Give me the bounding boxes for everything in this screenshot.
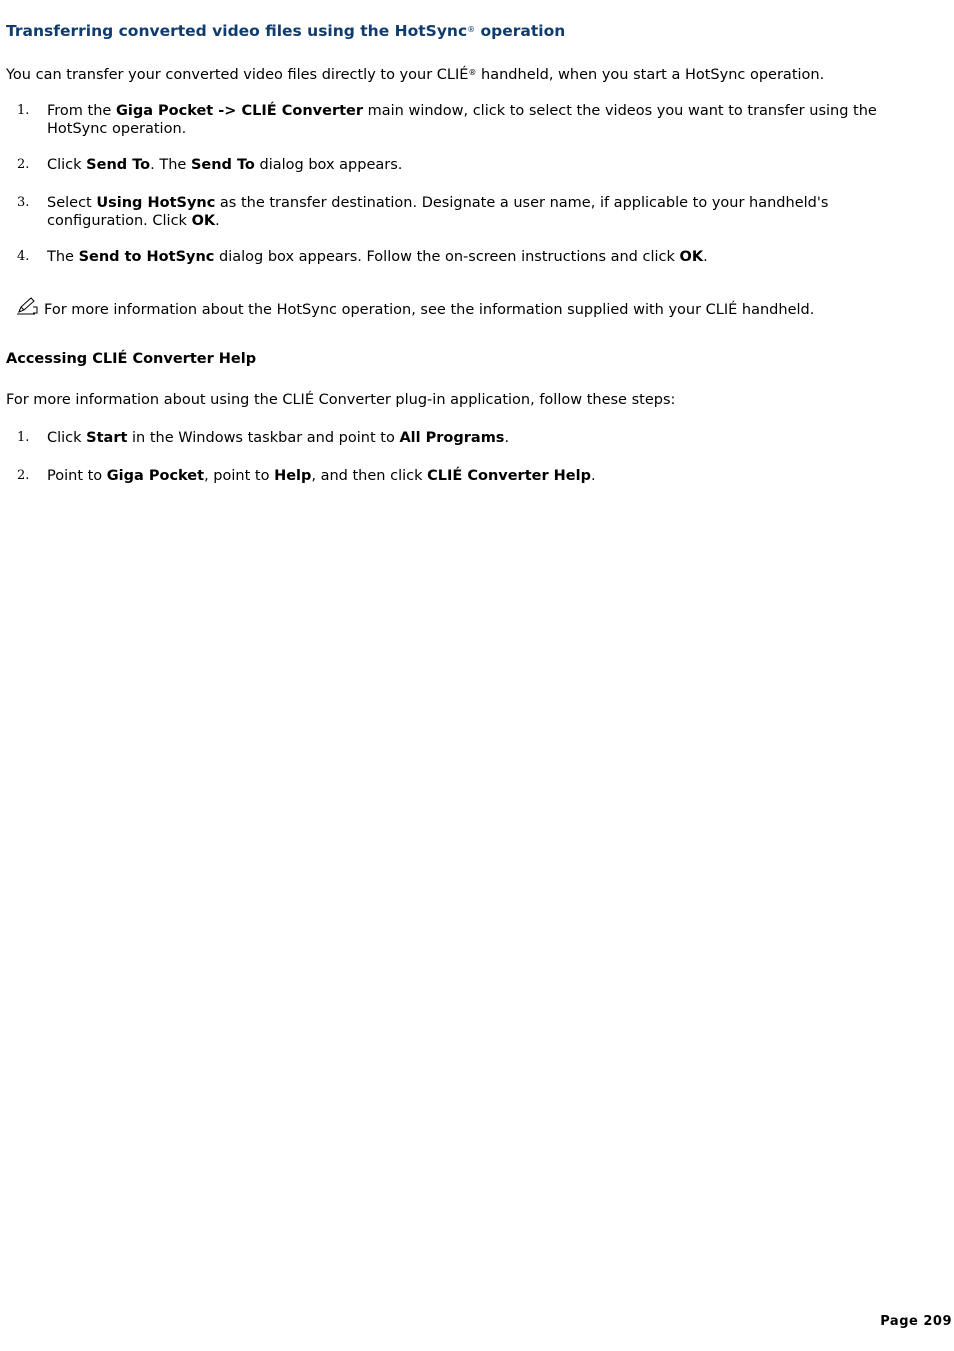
note-text: For more information about the HotSync operation, see the information supplied with your CLIÉ handheld. <box>44 302 815 318</box>
page-title: Transferring converted video files using the HotSync® operation <box>6 22 566 40</box>
section-heading: Accessing CLIÉ Converter Help <box>6 351 257 367</box>
page-number: Page 209 <box>880 1314 952 1329</box>
section-intro: For more information about using the CLIÉ Converter plug-in application, follow these steps: <box>6 392 676 408</box>
note-pencil-icon <box>15 296 39 316</box>
intro-paragraph: You can transfer your converted video files directly to your CLIÉ® handheld, when you start a HotSync operation. <box>6 67 825 83</box>
